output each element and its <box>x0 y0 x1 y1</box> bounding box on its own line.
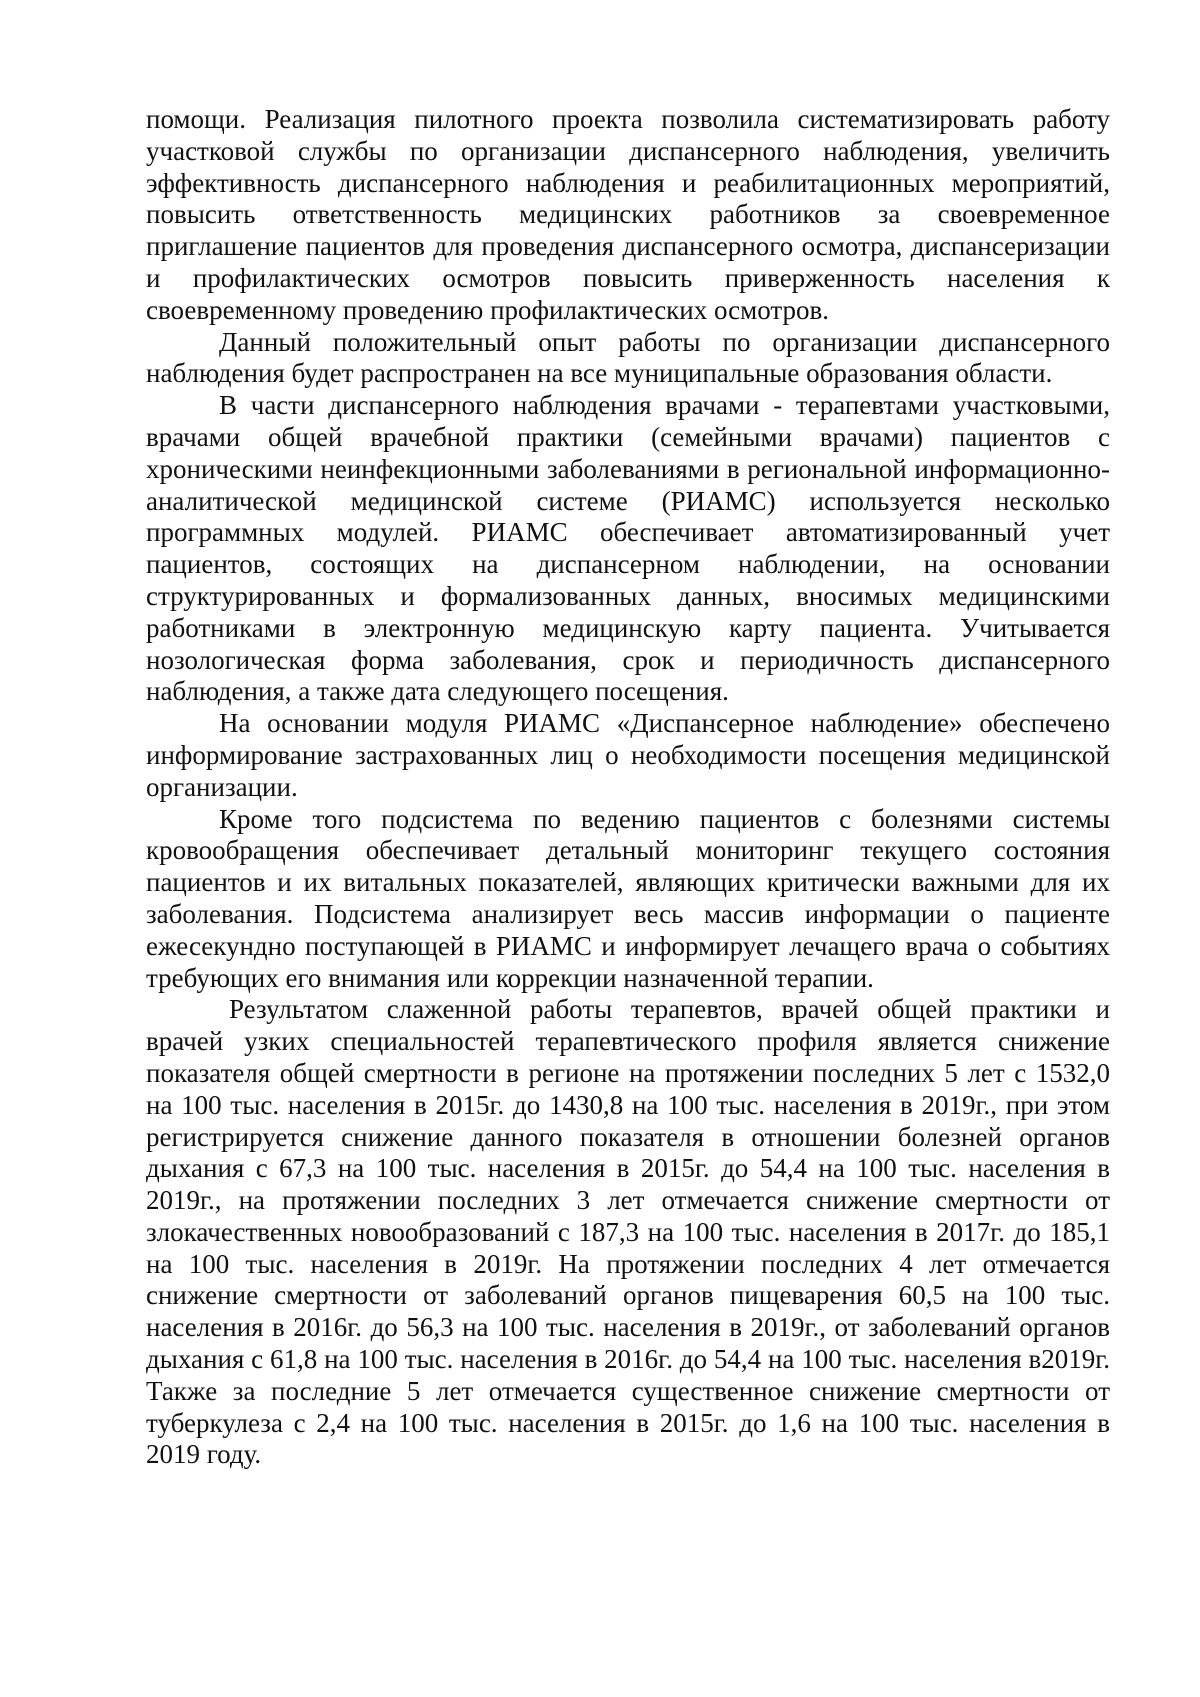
paragraph-insured-notification: На основании модуля РИАМС «Диспансерное наблюдение» обеспечено информирование застрахованных лиц о необходимости посещения медицинской организации. <box>146 708 1110 802</box>
paragraph-riams-modules: В части диспансерного наблюдения врачами - терапевтами участковыми, врачами общей врачебной практики (семейными врачами) пациентов с хроническими неинфекционными заболеваниями в региональной информационно-аналитической медицинской системе (РИАМС) используется несколько программных модулей. РИАМС обеспечивает автоматизированный учет пациентов, состоящих на диспансерном наблюдении, на основании структурированных и формализованных данных, вносимых медицинскими работниками в электронную медицинскую карту пациента. Учитывается нозологическая форма заболевания, срок и периодичность диспансерного наблюдения, а также дата следующего посещения. <box>146 390 1110 707</box>
document-page <box>146 104 1110 1471</box>
paragraph-mortality-results: Результатом слаженной работы терапевтов, врачей общей практики и врачей узких специальностей терапевтического профиля является снижение показателя общей смертности в регионе на протяжении последних 5 лет с 1532,0 на 100 тыс. населения в 2015г. до 1430,8 на 100 тыс. населения в 2019г., при этом регистрируется снижение данного показателя в отношении болезней органов дыхания с 67,3 на 100 тыс. населения в 2015г. до 54,4 на 100 тыс. населения в 2019г., на протяжении последних 3 лет отмечается снижение смертности от злокачественных новообразований с 187,3 на 100 тыс. населения в 2017г. до 185,1 на 100 тыс. населения в 2019г. На протяжении последних 4 лет отмечается снижение смертности от заболеваний органов пищеварения 60,5 на 100 тыс. населения в 2016г. до 56,3 на 100 тыс. населения в 2019г., от заболеваний органов дыхания с 61,8 на 100 тыс. населения в 2016г. до 54,4 на 100 тыс. населения в2019г. Также за последние 5 лет отмечается существенное снижение смертности от туберкулеза с 2,4 на 100 тыс. населения в 2015г. до 1,6 на 100 тыс. населения в 2019 году. <box>146 994 1110 1470</box>
paragraph-circulatory-subsystem: Кроме того подсистема по ведению пациентов с болезнями системы кровообращения обеспечивает детальный мониторинг текущего состояния пациентов и их витальных показателей, являющих критически важными для их заболевания. Подсистема анализирует весь массив информации о пациенте ежесекундно поступающей в РИАМС и информирует лечащего врача о событиях требующих его внимания или коррекции назначенной терапии. <box>146 803 1110 993</box>
paragraph-pilot-project-results: помощи. Реализация пилотного проекта позволила систематизировать работу участковой службы по организации диспансерного наблюдения, увеличить эффективность диспансерного наблюдения и реабилитационных мероприятий, повысить ответственность медицинских работников за своевременное приглашение пациентов для проведения диспансерного осмотра, диспансеризации и профилактических осмотров повысить приверженность населения к своевременному проведению профилактических осмотров. <box>146 104 1110 325</box>
paragraph-positive-experience: Данный положительный опыт работы по организации диспансерного наблюдения будет распространен на все муниципальные образования области. <box>146 326 1110 389</box>
